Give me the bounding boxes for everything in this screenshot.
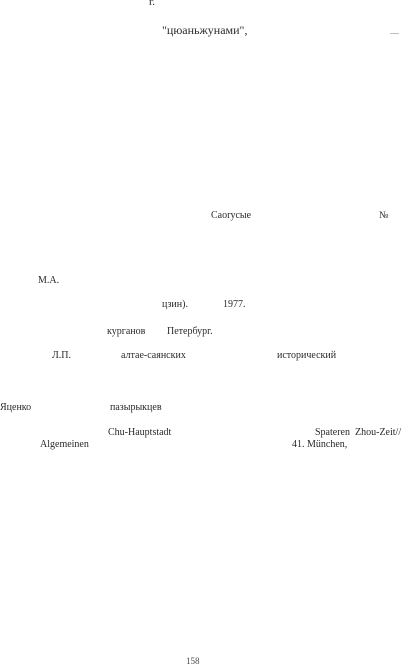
ref-fragment: алтае-саянских — [121, 350, 186, 361]
ref-fragment: пазырыкцев — [110, 402, 162, 413]
ref-author: Яценко — [0, 402, 32, 413]
dash-mark — [390, 33, 399, 34]
ref-number-sign: № — [379, 210, 389, 221]
ref-fragment: Zhou-Zeit// — [355, 427, 402, 438]
ref-fragment: исторический — [277, 350, 337, 361]
ref-city: Петербург. — [167, 326, 213, 337]
ref-fragment: цзин). — [162, 299, 188, 310]
ref-fragment: Chu-Hauptstadt — [108, 427, 172, 438]
ref-fragment: Algemeinen — [40, 439, 89, 450]
ref-author-initials: М.А. — [38, 275, 60, 286]
ref-year: 1977. — [223, 299, 246, 310]
ref-fragment: 41. München, — [292, 439, 348, 450]
text-line-quote: "цюаньжунами", — [162, 23, 248, 37]
page-number: 158 — [186, 656, 200, 666]
ref-fragment: Spateren — [315, 427, 350, 438]
ref-title-fragment: Caoryсыe — [211, 210, 252, 221]
ref-author-initials: Л.П. — [52, 350, 72, 361]
top-letter: г. — [149, 0, 156, 8]
ref-fragment: курганов — [107, 326, 146, 337]
